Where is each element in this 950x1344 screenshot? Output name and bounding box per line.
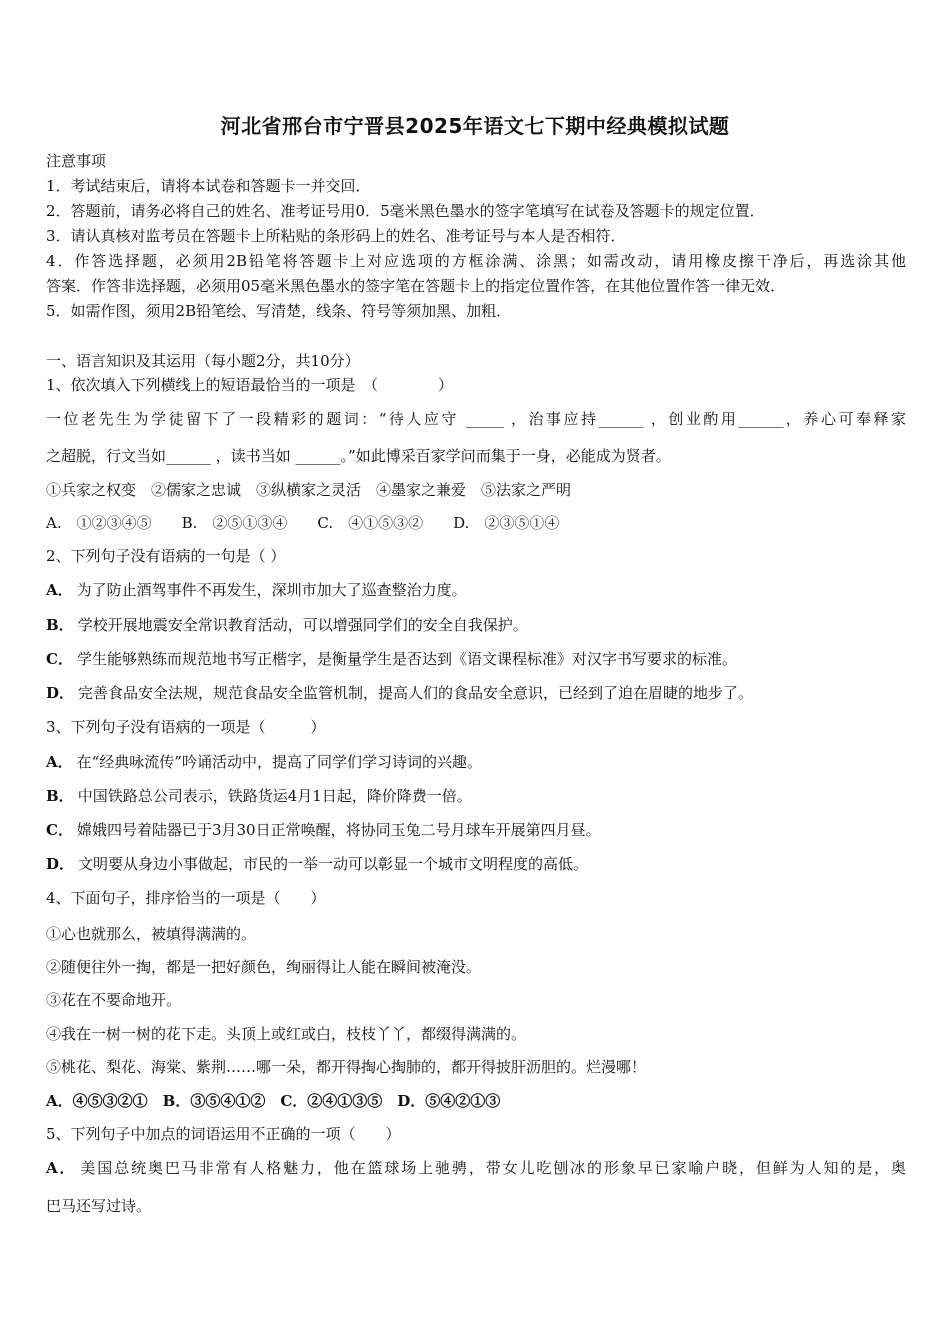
notice-item-3: 3．请认真核对监考员在答题卡上所粘贴的条形码上的姓名、准考证号与本人是否相符．	[46, 227, 626, 245]
option-letter: B．	[46, 787, 74, 805]
question-3-option-b	[46, 786, 906, 806]
notice-item-5: 5．如需作图，须用2B铅笔绘、写清楚，线条、符号等须加黑、加粗．	[46, 302, 512, 320]
question-1-options: A. ①②③④⑤ B. ②⑤①③④ C. ④①⑤③② D. ②③⑤①④	[46, 514, 560, 532]
question-4-stem: 4、下面句子，排序恰当的一项是（ ）	[46, 889, 326, 907]
option-letter: D．	[46, 684, 75, 702]
option-text: 美国总统奥巴马非常有人格魅力，他在篮球场上驰骋，带女儿吃刨冰的形象早已家喻户晓，但鲜为人知的是，奥	[80, 1159, 906, 1177]
question-3-option-c	[46, 820, 906, 840]
question-3-stem: 3、下列句子没有语病的一项是（ ）	[46, 718, 326, 736]
question-2-option-a	[46, 580, 906, 600]
notice-item-1: 1．考试结束后，请将本试卷和答题卡一并交回．	[46, 177, 371, 195]
option-letter: C．	[46, 650, 73, 668]
question-3-option-a	[46, 752, 906, 772]
option-letter: A．	[46, 753, 73, 771]
question-2-option-c	[46, 649, 906, 669]
page-title: 河北省邢台市宁晋县2025年语文七下期中经典模拟试题	[220, 114, 730, 138]
notice-item-4: 4．作答选择题，必须用2B铅笔将答题卡上对应选项的方框涂满、涂黑；如需改动，请用橡皮擦干净后，再选涂其他	[46, 252, 906, 270]
option-text: 在“经典咏流传”吟诵活动中，提高了同学们学习诗词的兴趣。	[76, 753, 482, 771]
option-text: 为了防止酒驾事件不再发生，深圳市加大了巡查整治力度。	[76, 581, 467, 599]
question-1-phrases: ①兵家之权变 ②儒家之忠诚 ③纵横家之灵活 ④墨家之兼爱 ⑤法家之严明	[46, 481, 572, 499]
question-5-stem: 5、下列句子中加点的词语运用不正确的一项（ ）	[46, 1125, 401, 1143]
section-heading: 一、语言知识及其运用（每小题2分，共10分）	[46, 352, 360, 370]
question-1-passage-line-2: 之超脱，行文当如______ ，读书当如 ______。”如此博采百家学问而集于一身，必能成为贤者。	[46, 447, 671, 465]
option-text: 中国铁路总公司表示，铁路货运4月1日起，降价降费一倍。	[77, 787, 472, 805]
option-text: 完善食品安全法规，规范食品安全监管机制，提高人们的食品安全意识，已经到了迫在眉睫的地步了。	[78, 684, 754, 702]
question-2-option-b	[46, 615, 906, 635]
question-1-stem: 1、依次填入下列横线上的短语最恰当的一项是 （ ）	[46, 376, 454, 394]
question-2-stem: 2、下列句子没有语病的一句是（ ）	[46, 547, 286, 565]
notice-item-2: 2．答题前，请务必将自己的姓名、准考证号用0．5毫米黑色墨水的签字笔填写在试卷及答题卡的规定位置．	[46, 202, 765, 220]
question-5-option-a-cont: 巴马还写过诗。	[46, 1197, 152, 1215]
option-letter: D．	[46, 855, 75, 873]
question-3-option-d	[46, 854, 906, 874]
question-1-passage-line-1: 一位老先生为学徒留下了一段精彩的题词：“待人应守 _____ ，治事应持______ ，创业酌用______，养心可奉释家	[46, 410, 906, 428]
question-4-sentence-5: ⑤桃花、梨花、海棠、紫荆……哪一朵，都开得掏心掏肺的，都开得披肝沥胆的。烂漫哪！	[46, 1058, 647, 1076]
option-letter: C．	[46, 821, 73, 839]
option-letter: A．	[46, 1159, 77, 1177]
question-4-sentence-1: ①心也就那么，被填得满满的。	[46, 925, 257, 943]
question-4-sentence-4: ④我在一树一树的花下走。头顶上或红或白，枝枝丫丫，都缀得满满的。	[46, 1025, 527, 1043]
question-2-option-d	[46, 683, 906, 703]
option-text: 学生能够熟练而规范地书写正楷字，是衡量学生是否达到《语文课程标准》对汉字书写要求的标准。	[76, 650, 737, 668]
question-4-sentence-3: ③花在不要命地开。	[46, 991, 182, 1009]
option-text: 文明要从身边小事做起，市民的一举一动可以彰显一个城市文明程度的高低。	[78, 855, 589, 873]
option-text: 嫦娥四号着陆器已于3月30日正常唤醒，将协同玉兔二号月球车开展第四月昼。	[76, 821, 601, 839]
option-letter: A．	[46, 581, 73, 599]
question-5-option-a	[46, 1158, 906, 1178]
question-4-options: A．④⑤③②① B．③⑤④①② C．②④①③⑤ D．⑤④②①③	[46, 1092, 501, 1110]
notice-heading: 注意事项	[46, 152, 107, 170]
option-text: 学校开展地震安全常识教育活动，可以增强同学们的安全自我保护。	[77, 616, 528, 634]
option-letter: B．	[46, 616, 74, 634]
question-4-sentence-2: ②随便往外一掏，都是一把好颜色，绚丽得让人能在瞬间被淹没。	[46, 958, 482, 976]
notice-item-4-cont: 答案．作答非选择题，必须用05毫米黑色墨水的签字笔在答题卡上的指定位置作答，在其他位置作答一律无效．	[46, 277, 786, 295]
